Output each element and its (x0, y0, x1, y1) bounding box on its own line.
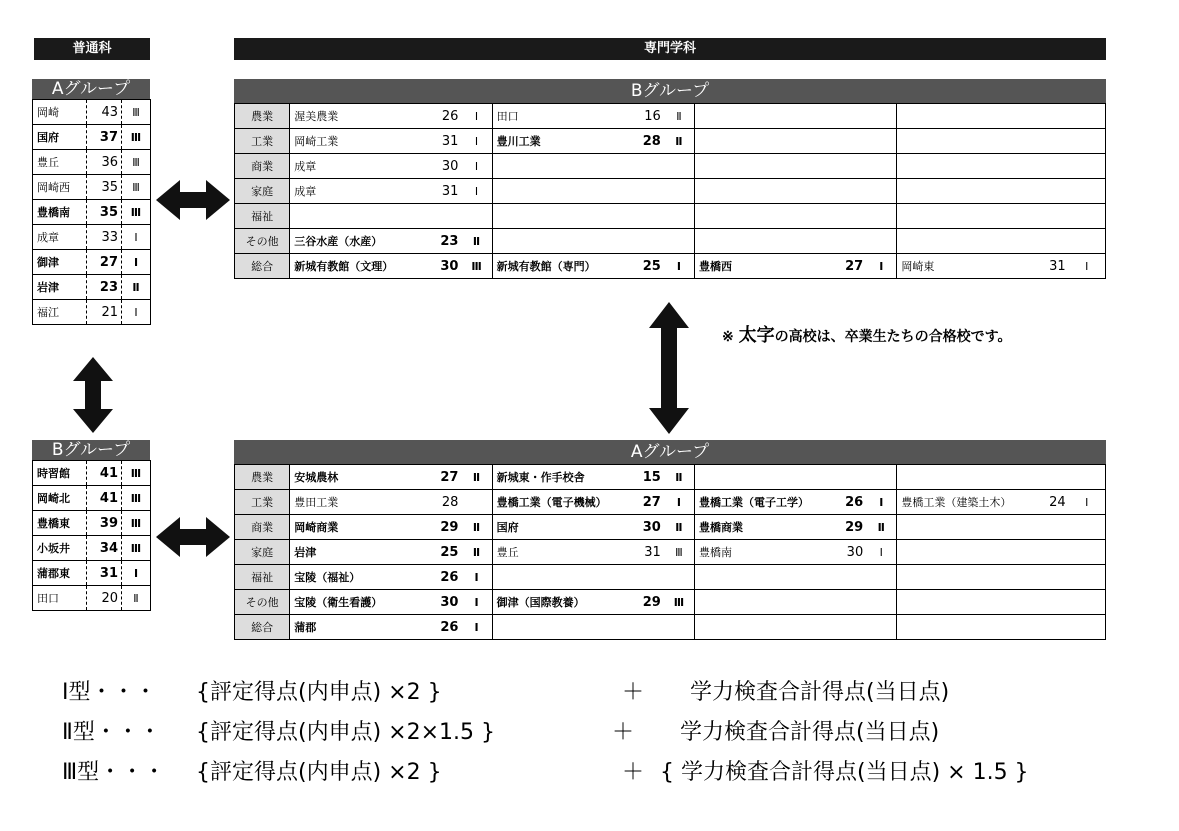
school-name: 田口 (33, 586, 87, 611)
table-row (33, 511, 151, 536)
table-row (33, 561, 151, 586)
empty-cell (694, 229, 896, 254)
category-label: その他 (235, 590, 290, 615)
school-name: 御津 (33, 250, 87, 275)
school-score: 28 (425, 490, 462, 515)
formula-left: {評定得点(内申点) ×2 } (196, 680, 442, 705)
empty-cell (897, 129, 1106, 154)
school-name: 福江 (33, 300, 87, 325)
school-type: Ⅰ (461, 129, 492, 154)
school-name: 蒲郡東 (33, 561, 87, 586)
formula-plus: ＋ (622, 760, 645, 785)
school-score: 29 (425, 515, 462, 540)
table-row (33, 150, 151, 175)
table-row (33, 200, 151, 225)
category-label: 家庭 (235, 540, 290, 565)
school-name: 岡崎西 (33, 175, 87, 200)
school-type: Ⅰ (866, 540, 897, 565)
school-name: 小坂井 (33, 536, 87, 561)
formula-left: {評定得点(内申点) ×2 } (196, 760, 442, 785)
specialized-a-group (234, 440, 1106, 640)
school-name: 宝陵（福祉） (290, 565, 425, 590)
formula-right: 学力検査合計得点(当日点) (690, 680, 950, 705)
school-type: Ⅲ (122, 486, 151, 511)
school-type: Ⅱ (461, 540, 492, 565)
school-name: 岡崎商業 (290, 515, 425, 540)
school-type: Ⅱ (461, 515, 492, 540)
school-score: 27 (829, 254, 866, 279)
table-row (235, 154, 1106, 179)
school-name: 豊橋南 (33, 200, 87, 225)
empty-cell (492, 204, 694, 229)
school-type: Ⅲ (122, 125, 151, 150)
group-title: Bグループ (234, 79, 1106, 103)
school-name: 国府 (492, 515, 627, 540)
school-type: Ⅰ (461, 590, 492, 615)
empty-cell (694, 565, 896, 590)
school-name: 豊丘 (492, 540, 627, 565)
school-score: 41 (87, 486, 122, 511)
school-type: Ⅲ (122, 536, 151, 561)
category-label: 工業 (235, 490, 290, 515)
school-type: Ⅲ (122, 461, 151, 486)
school-name: 岩津 (33, 275, 87, 300)
school-name: 豊橋東 (33, 511, 87, 536)
school-name: 岩津 (290, 540, 425, 565)
formula-plus: ＋ (622, 680, 645, 705)
category-label: 福祉 (235, 565, 290, 590)
school-score: 36 (87, 150, 122, 175)
table-row (235, 204, 1106, 229)
general-b-group (32, 440, 150, 611)
general-a-group (32, 79, 150, 325)
school-type: Ⅱ (664, 104, 695, 129)
category-label: その他 (235, 229, 290, 254)
school-type: Ⅰ (1069, 254, 1106, 279)
school-score: 33 (87, 225, 122, 250)
school-type: Ⅱ (461, 229, 492, 254)
specialized-a-table (234, 464, 1106, 640)
empty-cell (897, 590, 1106, 615)
formula-left: {評定得点(内申点) ×2×1.5 } (196, 720, 495, 745)
school-type: Ⅰ (461, 565, 492, 590)
school-score: 31 (87, 561, 122, 586)
school-score: 23 (87, 275, 122, 300)
table-row (33, 486, 151, 511)
school-type: Ⅰ (664, 490, 695, 515)
category-label: 家庭 (235, 179, 290, 204)
school-score: 30 (425, 254, 462, 279)
table-row (235, 129, 1106, 154)
school-name: 豊丘 (33, 150, 87, 175)
school-score: 31 (425, 129, 462, 154)
school-type: Ⅰ (866, 490, 897, 515)
school-type: Ⅲ (122, 150, 151, 175)
general-course-header: 普通科 (34, 38, 150, 60)
school-name: 豊橋西 (694, 254, 829, 279)
school-type: Ⅰ (461, 615, 492, 640)
school-score: 21 (87, 300, 122, 325)
category-label: 福祉 (235, 204, 290, 229)
school-type: Ⅱ (664, 129, 695, 154)
school-type: Ⅰ (461, 179, 492, 204)
school-name: 成章 (290, 179, 425, 204)
school-score: 30 (425, 590, 462, 615)
formula-label: Ⅰ型・・・ (62, 680, 157, 705)
empty-cell (492, 154, 694, 179)
empty-cell (897, 154, 1106, 179)
group-title: Bグループ (32, 440, 150, 460)
school-score: 27 (425, 465, 462, 490)
school-score: 43 (87, 100, 122, 125)
category-label: 総合 (235, 615, 290, 640)
school-type: Ⅰ (461, 104, 492, 129)
school-type: Ⅲ (664, 540, 695, 565)
school-name: 豊橋商業 (694, 515, 829, 540)
category-label: 農業 (235, 104, 290, 129)
school-type: Ⅰ (122, 250, 151, 275)
school-name: 成章 (33, 225, 87, 250)
table-row (235, 615, 1106, 640)
school-score: 26 (829, 490, 866, 515)
school-name: 渥美農業 (290, 104, 425, 129)
table-row (235, 465, 1106, 490)
arrow-up-down-icon (647, 302, 691, 434)
school-type: Ⅲ (122, 100, 151, 125)
table-row (33, 250, 151, 275)
school-score: 31 (627, 540, 664, 565)
empty-cell (897, 515, 1106, 540)
school-score: 28 (627, 129, 664, 154)
school-score: 31 (1032, 254, 1069, 279)
school-name: 新城有教館（専門） (492, 254, 627, 279)
empty-cell (694, 154, 896, 179)
school-score: 25 (425, 540, 462, 565)
category-label: 商業 (235, 154, 290, 179)
group-title: Aグループ (234, 440, 1106, 464)
empty-cell (897, 540, 1106, 565)
school-type (461, 490, 492, 515)
school-name: 岡崎 (33, 100, 87, 125)
school-name: 時習館 (33, 461, 87, 486)
school-name: 豊橋工業（建築土木） (897, 490, 1032, 515)
school-name: 豊川工業 (492, 129, 627, 154)
school-score: 35 (87, 175, 122, 200)
legend-note (722, 321, 1012, 347)
empty-cell (492, 179, 694, 204)
table-row (235, 254, 1106, 279)
school-name: 新城有教館（文理） (290, 254, 425, 279)
school-score: 25 (627, 254, 664, 279)
school-score: 26 (425, 565, 462, 590)
school-type: Ⅱ (866, 515, 897, 540)
empty-cell (694, 129, 896, 154)
school-score: 29 (829, 515, 866, 540)
arrow-left-right-icon (156, 178, 230, 222)
empty-cell (897, 615, 1106, 640)
table-row (33, 275, 151, 300)
school-name: 宝陵（衛生看護） (290, 590, 425, 615)
school-score: 24 (1032, 490, 1069, 515)
table-row (235, 515, 1106, 540)
table-row (33, 586, 151, 611)
empty-cell (897, 229, 1106, 254)
school-type: Ⅰ (122, 300, 151, 325)
note-prefix: ※ (722, 329, 739, 345)
school-score: 27 (627, 490, 664, 515)
arrow-left-right-icon (156, 515, 230, 559)
empty-cell (694, 179, 896, 204)
school-score: 15 (627, 465, 664, 490)
school-type: Ⅰ (122, 561, 151, 586)
school-name: 岡崎東 (897, 254, 1032, 279)
table-row (235, 179, 1106, 204)
table-row (33, 175, 151, 200)
general-a-table (32, 99, 151, 325)
school-score: 34 (87, 536, 122, 561)
school-score: 29 (627, 590, 664, 615)
specialized-course-header: 専門学科 (234, 38, 1106, 60)
note-bold-word: 太字 (738, 325, 775, 346)
general-b-table (32, 460, 151, 611)
table-row (33, 125, 151, 150)
school-score: 39 (87, 511, 122, 536)
school-score: 30 (627, 515, 664, 540)
empty-cell (694, 204, 896, 229)
table-row (235, 590, 1106, 615)
school-score: 20 (87, 586, 122, 611)
school-score: 26 (425, 615, 462, 640)
empty-cell (897, 179, 1106, 204)
arrow-up-down-icon (71, 357, 115, 433)
empty-cell (492, 229, 694, 254)
school-type: Ⅰ (664, 254, 695, 279)
empty-cell (492, 615, 694, 640)
formula-right: { 学力検査合計得点(当日点) × 1.5 } (660, 760, 1029, 785)
school-name: 蒲郡 (290, 615, 425, 640)
school-score: 27 (87, 250, 122, 275)
school-score: 37 (87, 125, 122, 150)
school-name: 豊橋南 (694, 540, 829, 565)
school-name: 豊橋工業（電子工学） (694, 490, 829, 515)
table-row (33, 461, 151, 486)
table-row (235, 104, 1106, 129)
empty-cell (290, 204, 492, 229)
school-type: Ⅲ (664, 590, 695, 615)
empty-cell (694, 590, 896, 615)
school-name: 新城東・作手校舎 (492, 465, 627, 490)
empty-cell (492, 565, 694, 590)
table-row (33, 225, 151, 250)
school-score: 26 (425, 104, 462, 129)
empty-cell (694, 615, 896, 640)
table-row (235, 540, 1106, 565)
school-score: 23 (425, 229, 462, 254)
school-type: Ⅲ (122, 175, 151, 200)
school-type: Ⅰ (461, 154, 492, 179)
table-row (33, 300, 151, 325)
school-score: 16 (627, 104, 664, 129)
empty-cell (897, 104, 1106, 129)
school-name: 豊橋工業（電子機械） (492, 490, 627, 515)
empty-cell (897, 465, 1106, 490)
empty-cell (694, 104, 896, 129)
school-name: 岡崎北 (33, 486, 87, 511)
school-type: Ⅱ (461, 465, 492, 490)
empty-cell (897, 565, 1106, 590)
formula-right: 学力検査合計得点(当日点) (680, 720, 940, 745)
school-type: Ⅱ (664, 515, 695, 540)
specialized-b-table (234, 103, 1106, 279)
school-type: Ⅰ (122, 225, 151, 250)
formula-label: Ⅲ型・・・ (62, 760, 166, 785)
school-name: 田口 (492, 104, 627, 129)
school-name: 国府 (33, 125, 87, 150)
group-title: Aグループ (32, 79, 150, 99)
school-name: 安城農林 (290, 465, 425, 490)
school-type: Ⅱ (122, 586, 151, 611)
school-type: Ⅰ (1069, 490, 1106, 515)
specialized-b-group (234, 79, 1106, 279)
category-label: 工業 (235, 129, 290, 154)
school-type: Ⅰ (866, 254, 897, 279)
note-suffix: の高校は、卒業生たちの合格校です。 (774, 329, 1012, 345)
category-label: 農業 (235, 465, 290, 490)
empty-cell (694, 465, 896, 490)
school-type: Ⅱ (122, 275, 151, 300)
formula-label: Ⅱ型・・・ (62, 720, 161, 745)
table-row (235, 490, 1106, 515)
school-name: 岡崎工業 (290, 129, 425, 154)
table-row (235, 229, 1106, 254)
category-label: 商業 (235, 515, 290, 540)
category-label: 総合 (235, 254, 290, 279)
school-type: Ⅱ (664, 465, 695, 490)
empty-cell (897, 204, 1106, 229)
school-score: 31 (425, 179, 462, 204)
school-score: 35 (87, 200, 122, 225)
school-name: 御津（国際教養） (492, 590, 627, 615)
school-score: 41 (87, 461, 122, 486)
school-score: 30 (425, 154, 462, 179)
school-type: Ⅲ (461, 254, 492, 279)
school-score: 30 (829, 540, 866, 565)
school-type: Ⅲ (122, 511, 151, 536)
school-name: 成章 (290, 154, 425, 179)
table-row (33, 100, 151, 125)
school-name: 三谷水産（水産） (290, 229, 425, 254)
table-row (235, 565, 1106, 590)
table-row (33, 536, 151, 561)
formula-plus: ＋ (612, 720, 635, 745)
school-type: Ⅲ (122, 200, 151, 225)
school-name: 豊田工業 (290, 490, 425, 515)
